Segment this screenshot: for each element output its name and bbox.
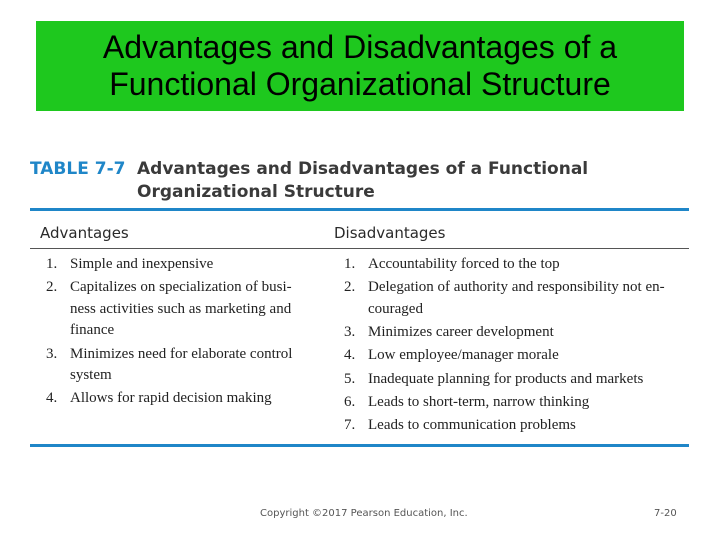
item-text: Minimizes career development xyxy=(368,324,554,341)
item-number: 4. xyxy=(344,347,356,364)
list-item xyxy=(344,415,682,437)
item-text: Minimizes need for elaborate control system xyxy=(70,345,293,384)
list-item xyxy=(344,322,682,344)
item-text: Leads to communication problems xyxy=(368,417,576,434)
table-bottom-rule xyxy=(30,444,689,447)
page-number: 7-20 xyxy=(654,508,677,519)
list-item xyxy=(344,345,682,367)
copyright-notice: Copyright ©2017 Pearson Education, Inc. xyxy=(260,508,468,519)
list-item xyxy=(344,254,682,276)
item-number: 3. xyxy=(344,324,356,341)
list-item xyxy=(344,392,682,414)
item-text: Simple and inexpensive xyxy=(70,256,214,272)
item-number: 2. xyxy=(46,279,58,296)
table-number: TABLE 7-7 xyxy=(30,159,126,179)
advantages-list xyxy=(46,254,308,412)
item-number: 7. xyxy=(344,417,356,434)
list-item xyxy=(46,277,308,342)
item-text: Delegation of authority and responsibility not en-couraged xyxy=(368,279,665,317)
table-header-rule xyxy=(30,248,689,249)
item-number: 6. xyxy=(344,393,356,410)
item-text: Capitalizes on specialization of busi-ness activities such as marketing and finance xyxy=(70,279,292,339)
list-item xyxy=(344,277,682,320)
slide-title-banner xyxy=(36,21,684,111)
disadvantages-header: Disadvantages xyxy=(334,224,446,242)
item-text: Leads to short-term, narrow thinking xyxy=(368,393,590,410)
item-text: Inadequate planning for products and markets xyxy=(368,370,644,387)
item-number: 4. xyxy=(46,390,58,407)
item-number: 1. xyxy=(46,256,58,272)
list-item xyxy=(344,369,682,391)
item-text: Accountability forced to the top xyxy=(368,256,560,272)
item-number: 1. xyxy=(344,256,356,272)
slide-title-line-2: Functional Organizational Structure xyxy=(109,66,611,102)
list-item xyxy=(46,254,308,276)
list-item xyxy=(46,388,308,410)
item-text: Allows for rapid decision making xyxy=(70,390,272,407)
item-number: 5. xyxy=(344,370,356,387)
table-top-rule xyxy=(30,208,689,211)
item-number: 2. xyxy=(344,279,356,296)
list-item xyxy=(46,344,308,387)
slide-title-line-1: Advantages and Disadvantages of a xyxy=(102,29,618,65)
advantages-header: Advantages xyxy=(40,224,129,242)
disadvantages-list xyxy=(344,254,682,439)
item-number: 3. xyxy=(46,345,58,362)
table-title: Advantages and Disadvantages of a Functional Organizational Structure xyxy=(137,159,589,202)
item-text: Low employee/manager morale xyxy=(368,347,559,364)
